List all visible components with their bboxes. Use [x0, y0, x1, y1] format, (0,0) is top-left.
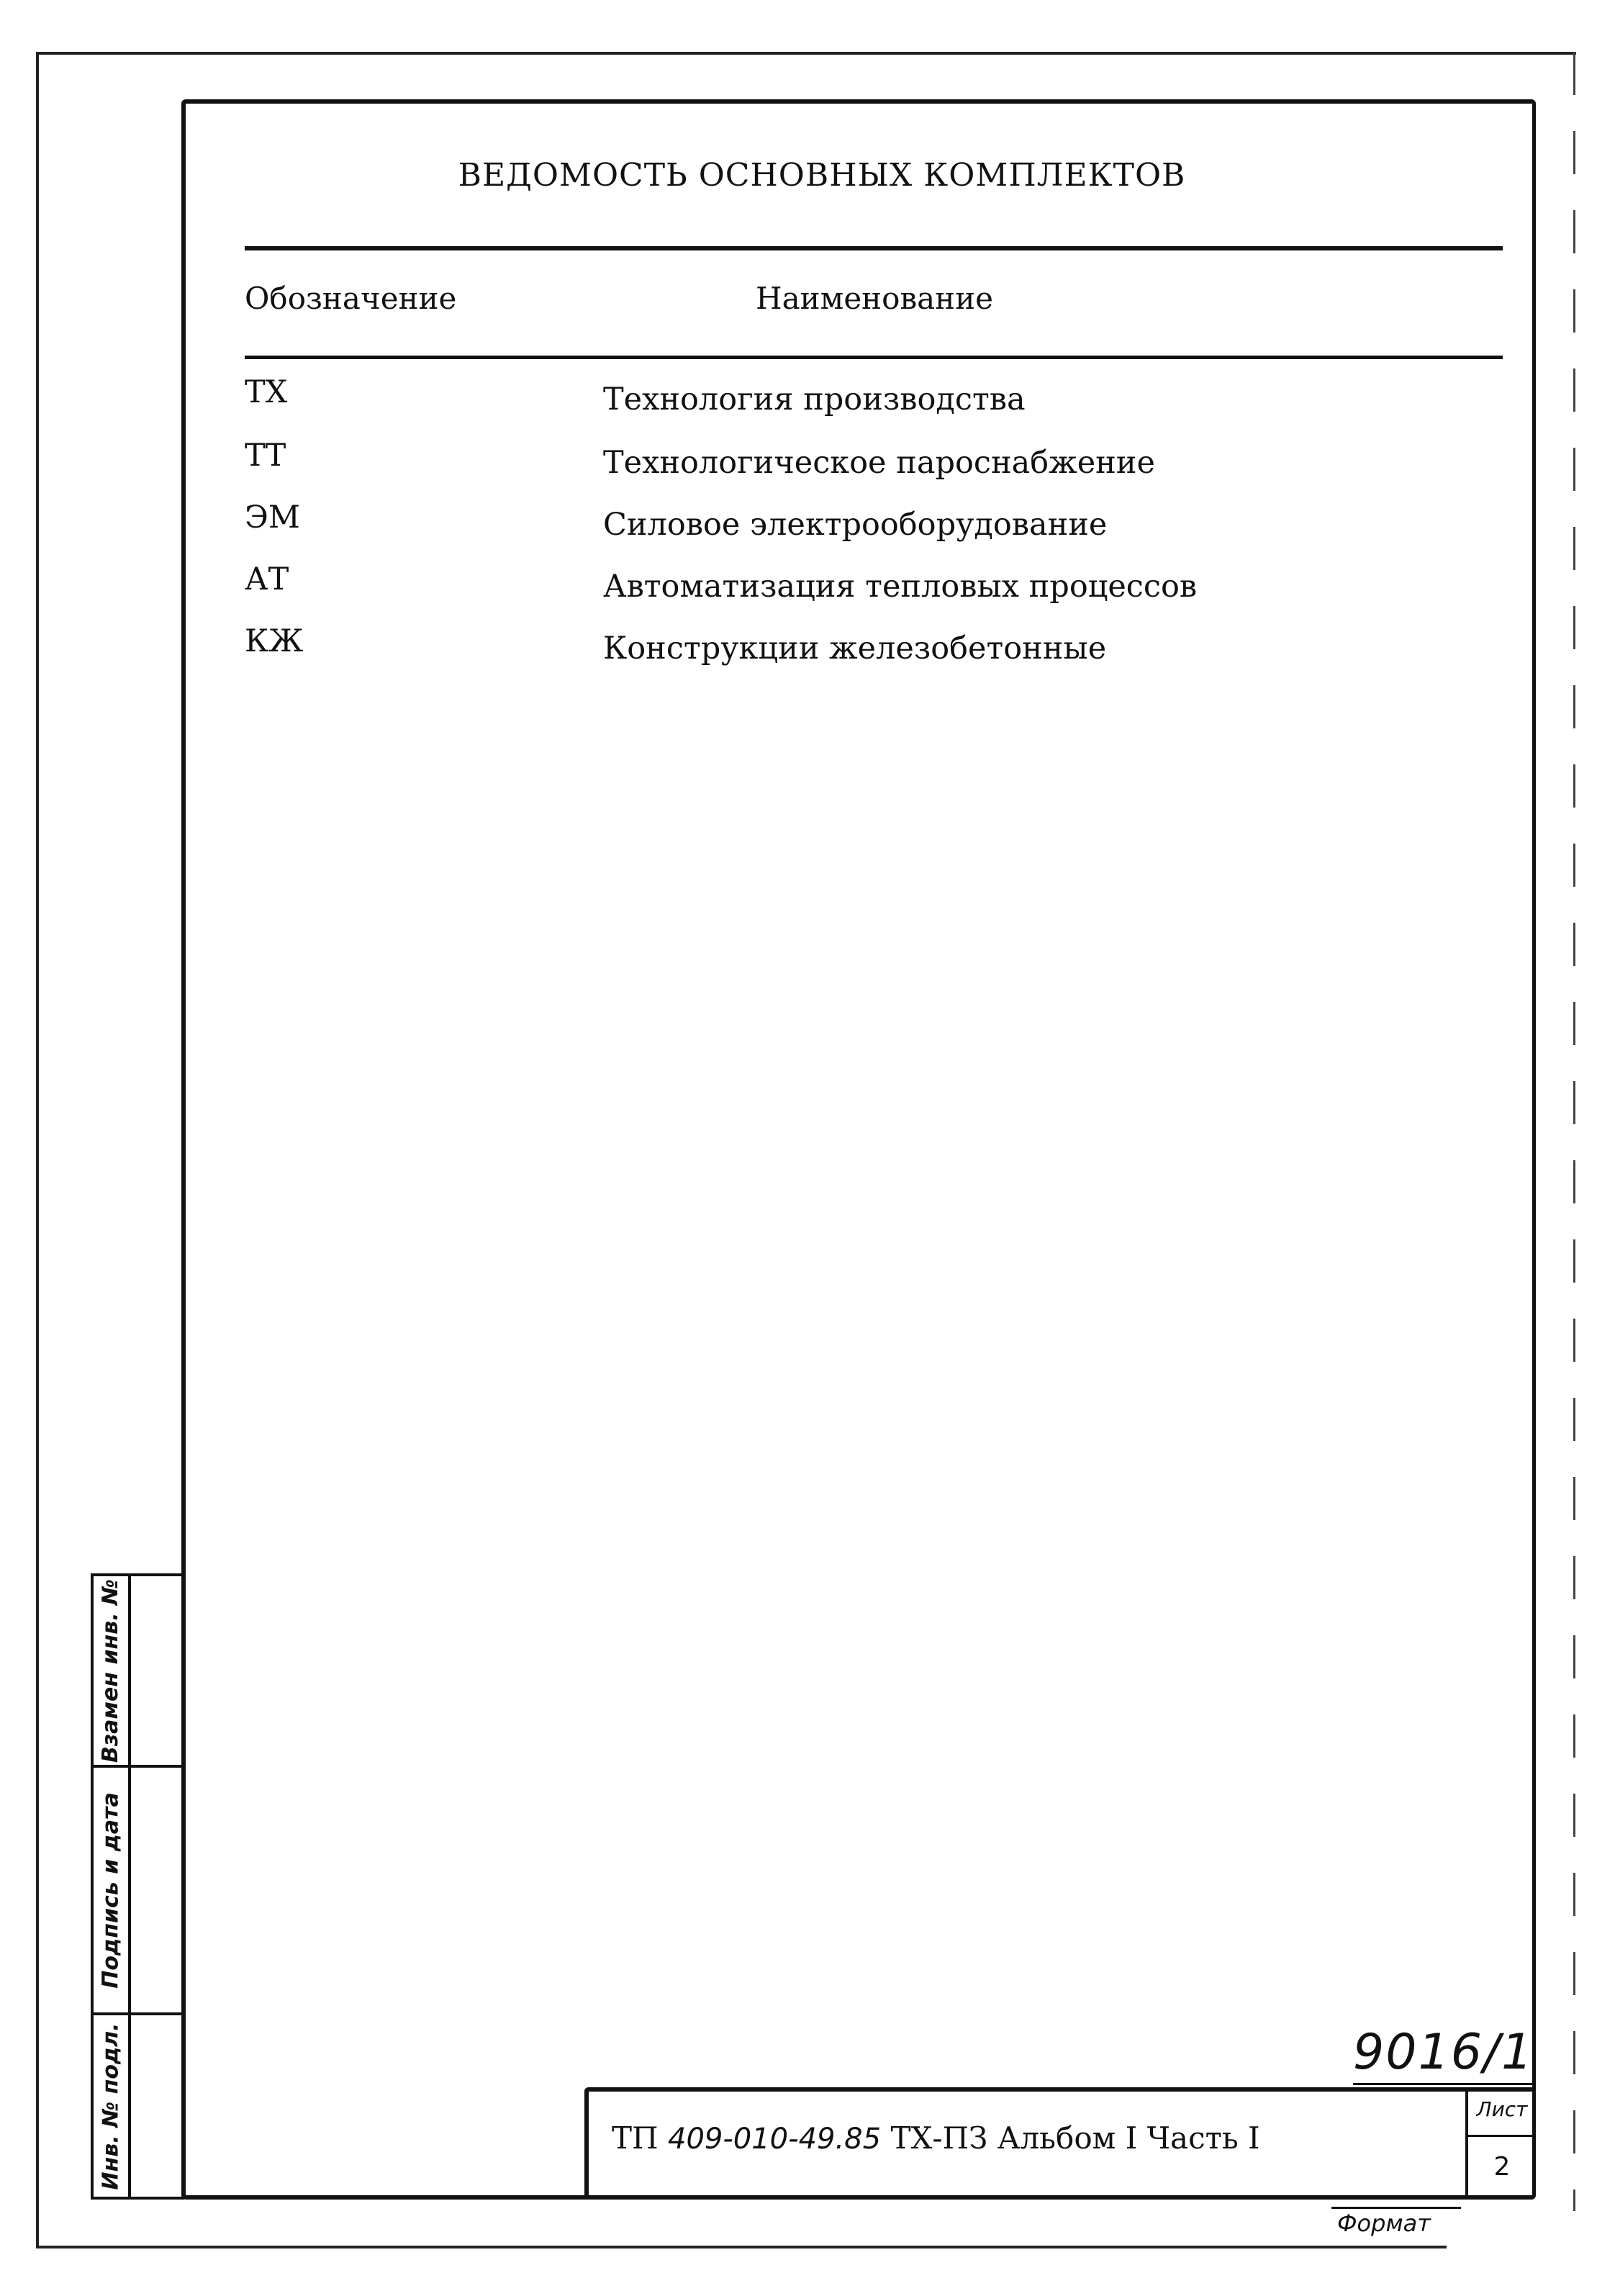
row-code: ТТ	[245, 438, 286, 474]
row-code: АТ	[245, 561, 289, 597]
side-stamp-bottom-rule	[91, 2197, 184, 2200]
row-code: ЭМ	[245, 500, 300, 535]
table-row	[0, 500, 1615, 557]
sheet-border-bottom	[36, 2246, 1447, 2248]
sheet-number: 2	[1493, 2152, 1511, 2182]
table-row	[0, 561, 1615, 619]
sheet-label: Лист	[1476, 2097, 1528, 2121]
format-rule	[1331, 2207, 1461, 2209]
table-top-rule	[245, 246, 1503, 250]
row-name: Технология производства	[603, 381, 1026, 417]
designation-handwritten: 409-010-49.85	[668, 2123, 882, 2156]
row-name: Силовое электрооборудование	[603, 507, 1108, 543]
side-stamp-replacement-field: Взамен инв. №	[98, 1578, 124, 1763]
row-code: КЖ	[245, 623, 304, 659]
column-header-name: Наименование	[756, 281, 993, 316]
row-name: Технологическое пароснабжение	[603, 445, 1155, 481]
side-stamp-column-rule	[128, 1573, 131, 2200]
designation-suffix: ТХ-ПЗ Альбом I Часть I	[890, 2120, 1260, 2156]
document-number-underline	[1353, 2083, 1533, 2085]
format-label: Формат	[1337, 2210, 1431, 2237]
sheet-cell-separator	[1465, 2135, 1536, 2137]
sheet-border-top	[36, 52, 1576, 55]
table-row	[0, 438, 1615, 495]
document-number: 9016/1	[1353, 2024, 1534, 2081]
side-stamp-signature-field: Подпись и дата	[98, 1791, 124, 1989]
row-name: Конструкции железобетонные	[603, 631, 1107, 666]
project-designation	[612, 2120, 1260, 2156]
table-header-rule	[245, 356, 1503, 359]
row-code: ТХ	[245, 374, 288, 410]
document-title: ВЕДОМОСТЬ ОСНОВНЫХ КОМПЛЕКТОВ	[458, 157, 1186, 194]
column-header-code: Обозначение	[245, 281, 457, 316]
table-row	[0, 623, 1615, 681]
designation-prefix: ТП	[612, 2120, 659, 2156]
row-name: Автоматизация тепловых процессов	[603, 569, 1198, 605]
table-row	[0, 374, 1615, 432]
side-stamp-inventory-field: Инв. № подл.	[98, 2022, 124, 2190]
